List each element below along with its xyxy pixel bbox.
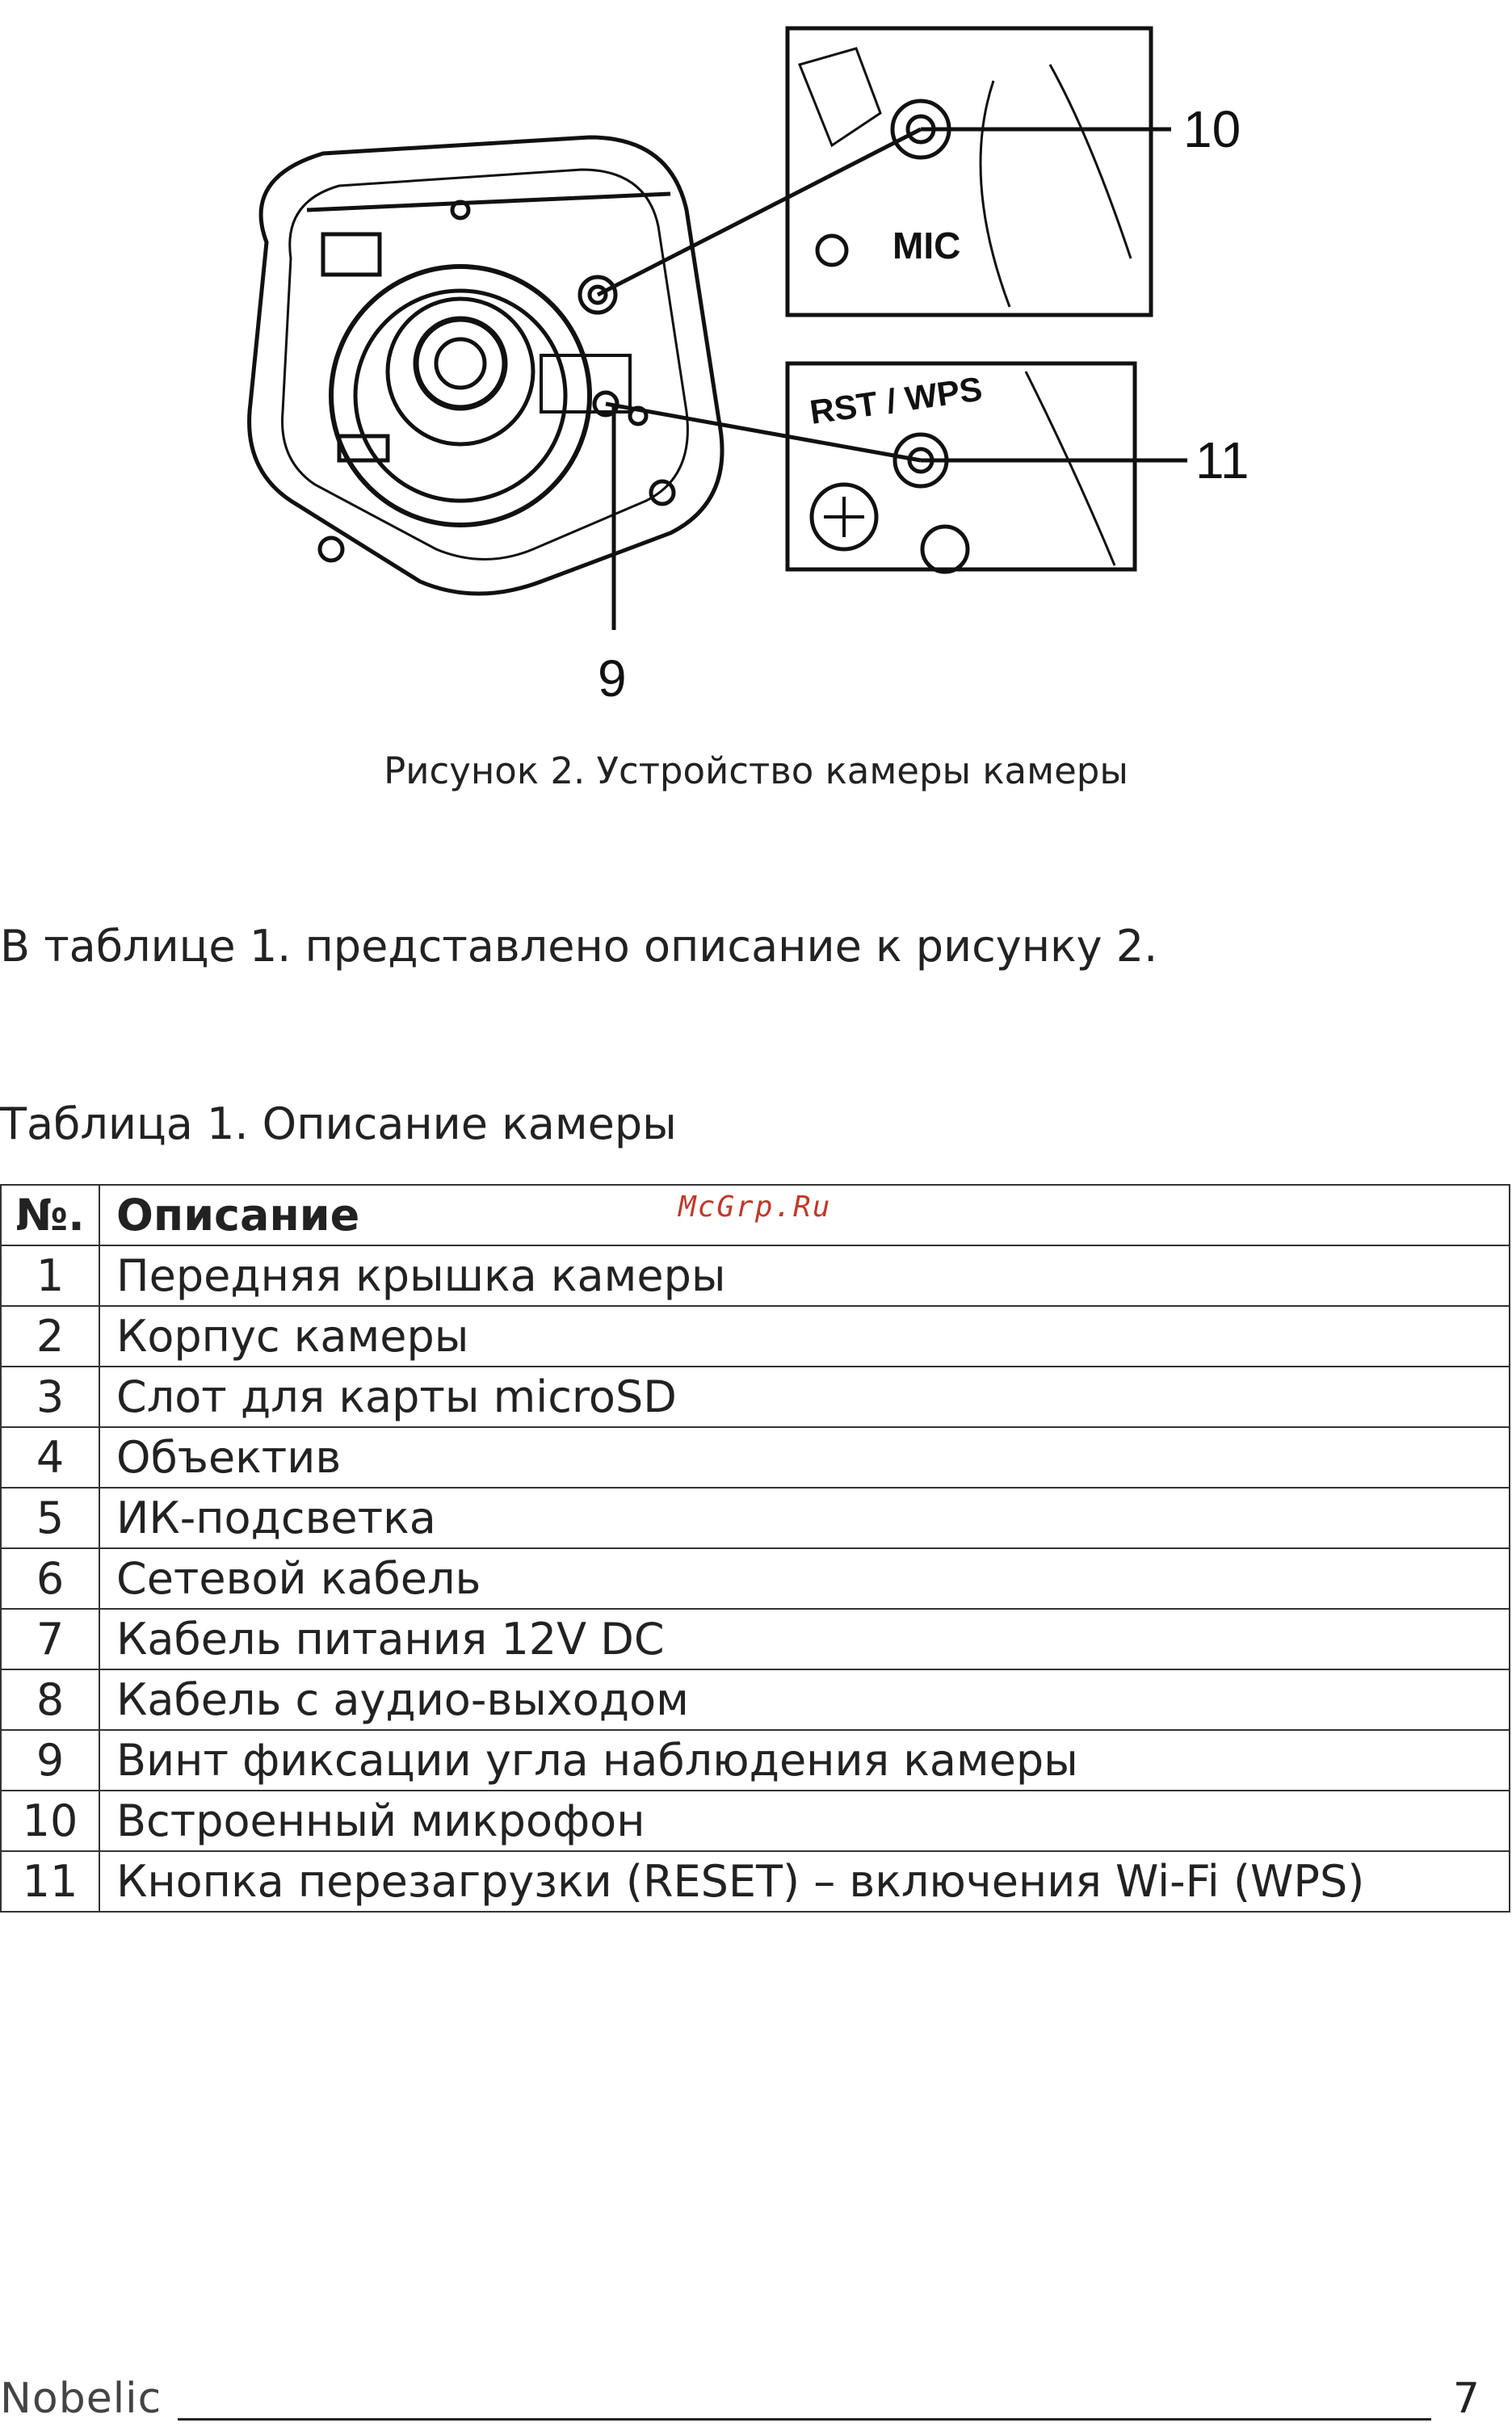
row-number: 2 [1, 1306, 99, 1367]
header-number: №. [1, 1185, 99, 1245]
row-number: 4 [1, 1427, 99, 1488]
callout-10: 10 [1183, 100, 1241, 158]
row-number: 11 [1, 1851, 99, 1912]
table-row [1, 1851, 1510, 1912]
table-row [1, 1306, 1510, 1367]
mic-label: MIC [892, 225, 961, 267]
table-row [1, 1791, 1510, 1851]
row-description: Сетевой кабель [99, 1548, 1510, 1609]
row-description: ИК-подсветка [99, 1488, 1510, 1548]
row-number: 1 [1, 1245, 99, 1306]
table-row [1, 1488, 1510, 1548]
table-row [1, 1669, 1510, 1730]
row-number: 10 [1, 1791, 99, 1851]
table-row [1, 1548, 1510, 1609]
row-number: 7 [1, 1609, 99, 1669]
figure-caption: Рисунок 2. Устройство камеры камеры [384, 750, 1128, 792]
row-description: Слот для карты microSD [99, 1367, 1510, 1427]
intro-paragraph: В таблице 1. представлено описание к рисунку 2. [0, 921, 1158, 972]
callout-11: 11 [1195, 431, 1250, 489]
camera-drawing [250, 137, 722, 594]
row-description: Кнопка перезагрузки (RESET) – включения Wi-Fi (WPS) [99, 1851, 1510, 1912]
row-number: 5 [1, 1488, 99, 1548]
footer-rule [178, 2418, 1431, 2421]
row-number: 3 [1, 1367, 99, 1427]
row-number: 8 [1, 1669, 99, 1730]
row-description: Кабель с аудио-выходом [99, 1669, 1510, 1730]
camera-figure [218, 16, 1300, 711]
watermark: McGrp.Ru [678, 1190, 832, 1224]
table-row [1, 1427, 1510, 1488]
row-number: 6 [1, 1548, 99, 1609]
description-table [0, 1184, 1510, 1913]
row-number: 9 [1, 1730, 99, 1791]
table-row [1, 1245, 1510, 1306]
table-row [1, 1367, 1510, 1427]
row-description: Встроенный микрофон [99, 1791, 1510, 1851]
table-row [1, 1609, 1510, 1669]
table-row [1, 1730, 1510, 1791]
rst-wps-label: RST / WPS [807, 369, 985, 431]
header-description: Описание [99, 1185, 1510, 1245]
page-footer [0, 2375, 1512, 2423]
brand-name: Nobelic [0, 2375, 162, 2423]
table-title: Таблица 1. Описание камеры [0, 1098, 677, 1149]
row-description: Передняя крышка камеры [99, 1245, 1510, 1306]
page-number: 7 [1452, 2375, 1480, 2423]
row-description: Объектив [99, 1427, 1510, 1488]
row-description: Винт фиксации угла наблюдения камеры [99, 1730, 1510, 1791]
callout-9: 9 [598, 649, 627, 708]
row-description: Корпус камеры [99, 1306, 1510, 1367]
row-description: Кабель питания 12V DC [99, 1609, 1510, 1669]
table-header-row [1, 1185, 1510, 1245]
